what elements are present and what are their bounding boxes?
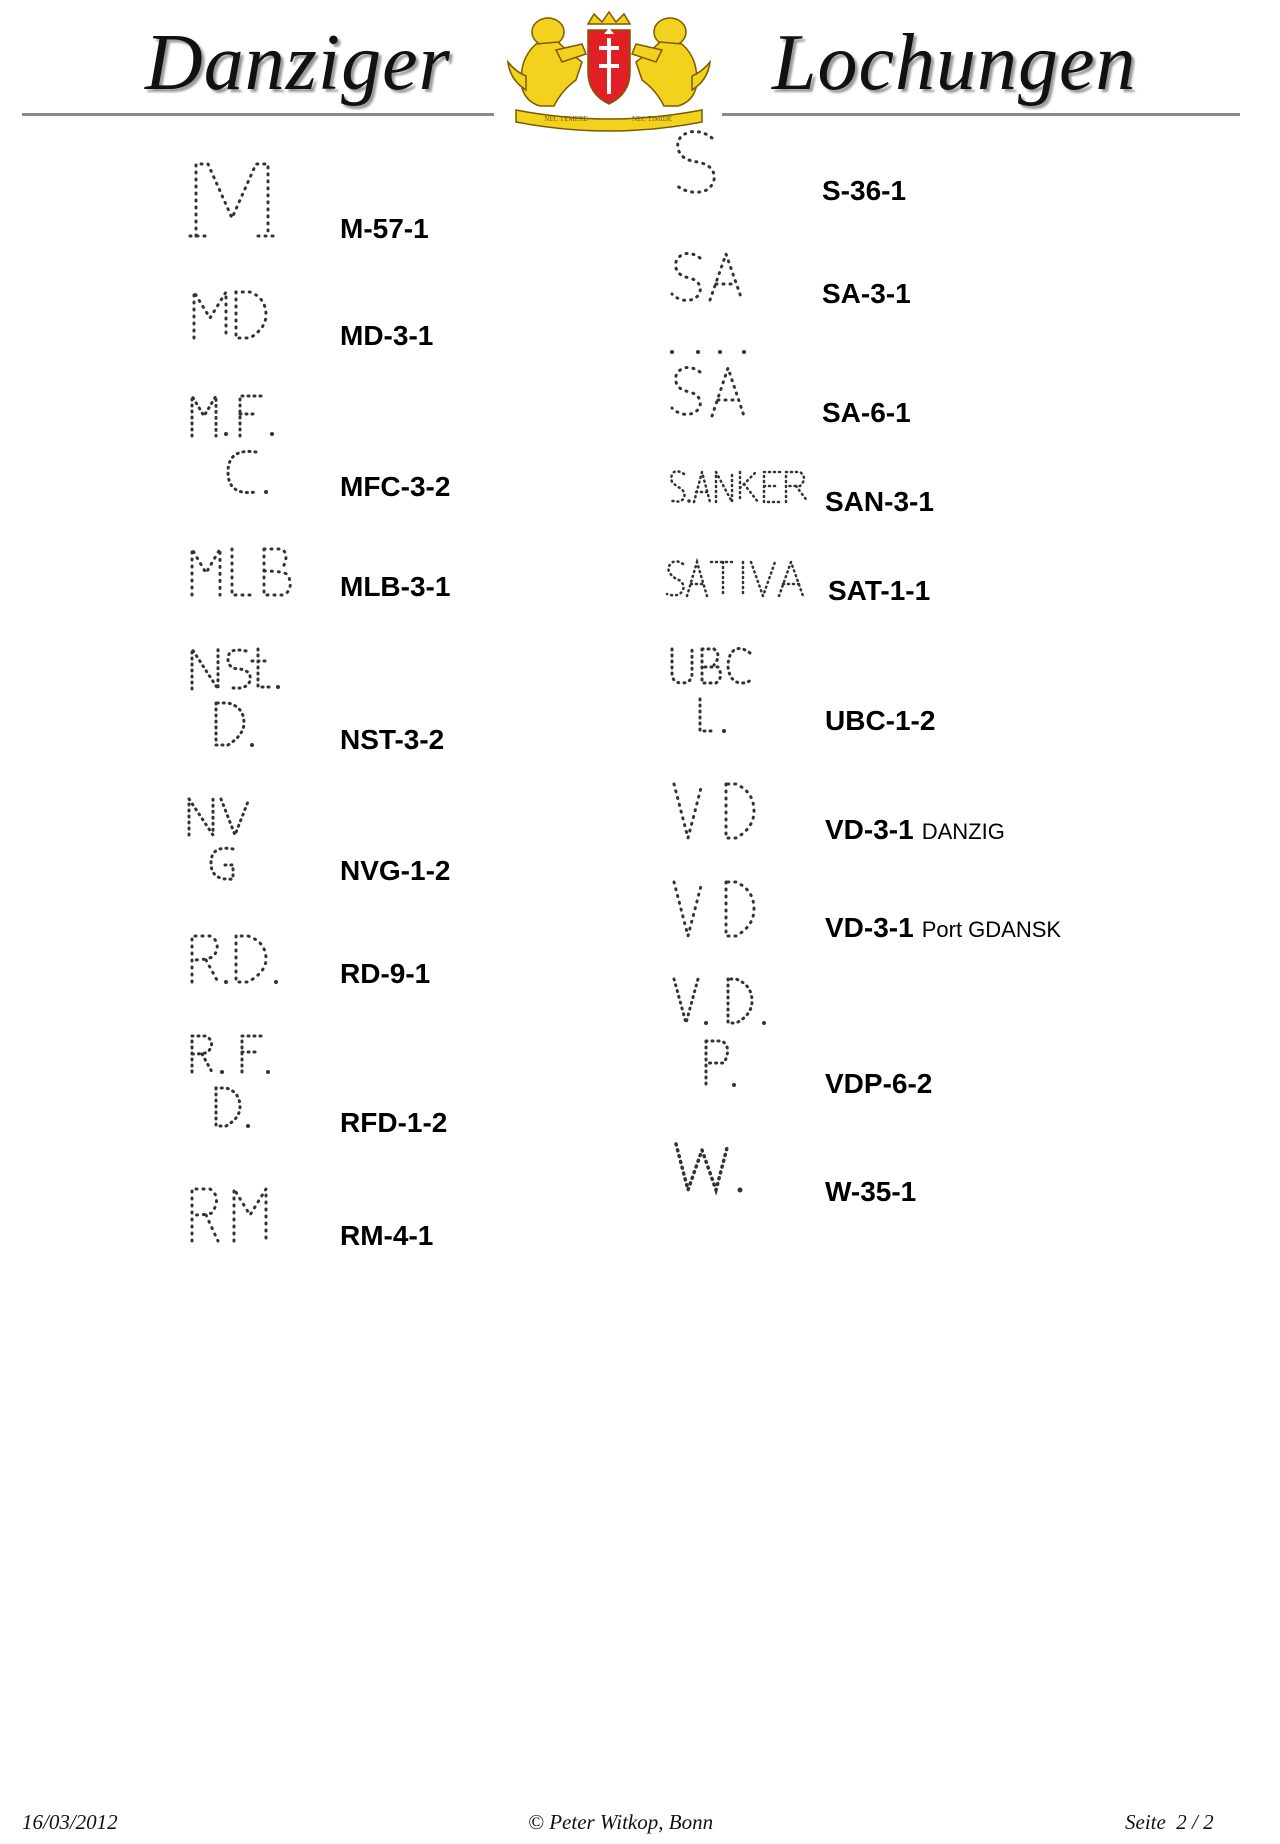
perfin-code: RD-9-1	[340, 958, 431, 989]
perfin-code: RM-4-1	[340, 1220, 434, 1251]
perfin-stamp-image	[188, 1185, 278, 1245]
perfin-stamp-image	[188, 932, 283, 987]
perfin-code: MD-3-1	[340, 320, 434, 351]
footer-copyright: © Peter Witkop, Bonn	[528, 1810, 714, 1834]
perfin-stamp-image	[190, 288, 270, 343]
perfin-stamp-image	[672, 1140, 752, 1195]
perfin-code: SA-3-1	[822, 278, 911, 309]
perfin-code: SA-6-1	[822, 397, 911, 428]
perfin-code: MFC-3-2	[340, 471, 451, 502]
perfin-stamp-image	[670, 780, 760, 842]
perfin-code	[825, 912, 1061, 944]
perfin-note: DANZIG	[921, 819, 1005, 844]
perfin-code: VDP-6-2	[825, 1068, 933, 1099]
perfin-stamp-image	[670, 250, 750, 305]
perfin-code: MLB-3-1	[340, 571, 451, 602]
perfin-stamp-image	[672, 128, 722, 198]
perfin-code: SAT-1-1	[828, 575, 931, 606]
perfin-code: M-57-1	[340, 213, 429, 244]
perfin-stamp-image	[188, 392, 278, 500]
perfin-stamp-image	[665, 558, 815, 600]
perfin-stamp-image	[188, 158, 278, 238]
perfin-code	[825, 814, 1005, 846]
danzig-coat-of-arms-icon	[496, 10, 722, 132]
perfin-stamp-image	[668, 348, 753, 423]
perfin-code: NVG-1-2	[340, 855, 451, 886]
perfin-stamp-image	[670, 975, 770, 1090]
title-left: Danziger	[145, 19, 451, 107]
perfin-code: RFD-1-2	[340, 1107, 448, 1138]
perfin-code: S-36-1	[822, 175, 907, 206]
footer-page-number: Seite 2 / 2	[1125, 1810, 1214, 1834]
perfin-code-text: VD-3-1	[825, 912, 914, 943]
perfin-code: NST-3-2	[340, 724, 445, 755]
perfin-stamp-image	[188, 1032, 273, 1132]
coat-motto-right: NEC TIMIDE	[631, 115, 673, 123]
perfin-stamp-image	[185, 795, 265, 885]
perfin-code-text: VD-3-1	[825, 814, 914, 845]
perfin-code: W-35-1	[825, 1176, 917, 1207]
perfin-code: SAN-3-1	[825, 486, 934, 517]
perfin-code: UBC-1-2	[825, 705, 936, 736]
perfin-note: Port GDANSK	[921, 917, 1062, 942]
header-rule-left	[22, 113, 494, 116]
footer-date: 16/03/2012	[22, 1810, 118, 1834]
coat-motto-left: NEC TEMERE	[544, 115, 588, 123]
perfin-stamp-image	[668, 645, 758, 735]
header-rule-right	[722, 113, 1240, 116]
perfin-stamp-image	[670, 878, 760, 940]
perfin-stamp-image	[188, 545, 298, 600]
perfin-stamp-image	[188, 645, 283, 750]
perfin-stamp-image	[668, 468, 810, 506]
title-right: Lochungen	[772, 19, 1137, 107]
